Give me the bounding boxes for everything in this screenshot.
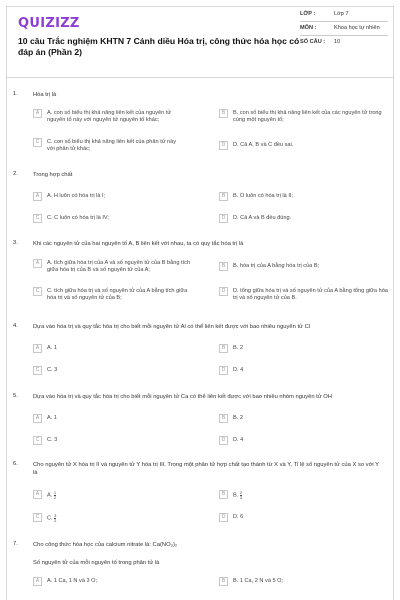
question-text: Trong hợp chất — [33, 172, 73, 178]
option-prefix: B. — [233, 492, 239, 499]
option-text: D. Cả A và B đều đúng. — [233, 215, 292, 221]
option-text: B. con số biểu thị khả năng liên kết của các nguyên tử trong cùng một nguyên tố; — [233, 110, 382, 123]
option-letter: A — [33, 109, 42, 118]
option-letter: B — [219, 192, 228, 201]
question-number: 3. — [13, 240, 18, 246]
option-text: A. con số biểu thị khả năng liên kết của nguyên tử nguyên tố này với nguyên tử nguyên tố khác; — [47, 110, 172, 123]
question-number: 6. — [13, 461, 18, 467]
option-text: A. 1 — [47, 415, 57, 421]
option-letter: B — [219, 414, 228, 423]
option-d[interactable] — [219, 142, 389, 150]
option-b[interactable] — [219, 193, 389, 201]
meta-panel — [300, 8, 388, 49]
question-number: 1. — [13, 91, 18, 97]
option-text: A. tích giữa hóa trị của A và số nguyên tử của B bằng tích giữa hóa trị của B và số nguyên tử của A; — [47, 260, 191, 273]
option-text: B. 2 — [233, 415, 243, 421]
question-text: Khi các nguyên tử của hai nguyên tố A, B liên kết với nhau, ta có quy tắc hóa trị là — [33, 241, 244, 247]
option-c[interactable] — [33, 367, 183, 375]
denominator: 2 — [54, 517, 57, 523]
option-text: A. 1 — [47, 345, 57, 351]
meta-key: LỚP : — [300, 11, 316, 17]
option-letter: C — [33, 436, 42, 445]
question-number: 4. — [13, 323, 18, 329]
option-d[interactable] — [219, 288, 389, 302]
question-subtext: Số nguyên tử của mỗi nguyên tố trong phân tử là — [33, 560, 160, 566]
option-text: B. 1 Ca, 2 N và 5 O; — [233, 578, 284, 584]
option-letter: B — [219, 344, 228, 353]
option-text — [47, 514, 56, 522]
option-text: C. C luôn có hóa trị là IV; — [47, 215, 109, 221]
option-letter: C — [33, 214, 42, 223]
option-text — [233, 491, 242, 499]
option-text: D. tổng giữa hóa trị và số nguyên tử của A bằng tổng giữa hóa trị và số nguyên tử của B. — [233, 288, 388, 301]
option-text: B. 2 — [233, 345, 243, 351]
option-letter: D — [219, 366, 228, 375]
numerator: 2 — [239, 490, 243, 495]
meta-row-count — [300, 36, 388, 49]
option-letter: B — [219, 577, 228, 586]
option-letter: C — [33, 513, 42, 522]
option-letter: B — [219, 490, 228, 499]
option-text: A. H luôn có hóa trị là I; — [47, 193, 106, 199]
option-a[interactable] — [33, 491, 183, 499]
option-letter: D — [219, 141, 228, 150]
option-letter: A — [33, 414, 42, 423]
question-text: Dựa vào hóa trị và quy tắc hóa trị cho biết mỗi nguyên tử Ca có thể liên kết được với bao nhiêu nhóm nguyên tử OH — [33, 394, 332, 400]
denominator: 2 — [53, 494, 57, 500]
meta-value: 10 — [334, 39, 341, 45]
option-a[interactable] — [33, 578, 183, 586]
option-a[interactable] — [33, 260, 193, 274]
option-letter: B — [219, 262, 228, 271]
option-d[interactable] — [219, 215, 389, 223]
option-letter: B — [219, 109, 228, 118]
meta-value: Khoa học tự nhiên — [334, 25, 380, 31]
option-d[interactable] — [219, 367, 389, 375]
option-letter: A — [33, 344, 42, 353]
question-number: 7. — [13, 541, 18, 547]
option-text — [47, 491, 56, 499]
option-letter: A — [33, 259, 42, 268]
option-b[interactable] — [219, 578, 389, 586]
option-text: D. 4 — [233, 367, 244, 373]
option-text: C. 3 — [47, 367, 58, 373]
quizizz-logo[interactable]: QUIZIZZ — [18, 16, 80, 31]
option-b[interactable] — [219, 415, 389, 423]
option-text: C. tích giữa hóa trị và số nguyên tử của A bằng tích giữa hóa trị và số nguyên tử của B; — [47, 288, 188, 301]
question-number: 2. — [13, 171, 18, 177]
option-text: B. hóa trị của A bằng hóa trị của B; — [233, 263, 320, 269]
meta-row-subject — [300, 22, 388, 36]
question-text: Hóa trị là — [33, 92, 57, 98]
option-b[interactable] — [219, 263, 389, 271]
option-letter: D — [219, 436, 228, 445]
option-text: D. Cả A, B và C đều sai. — [233, 142, 294, 148]
option-text: C. 3 — [47, 437, 58, 443]
option-letter: A — [33, 490, 42, 499]
option-letter: D — [219, 214, 228, 223]
question-text: Cho công thức hóa học của calcium nitrate là: Ca(NO₃)₂ — [33, 542, 178, 548]
option-d[interactable] — [219, 514, 389, 522]
header-divider — [6, 77, 394, 78]
option-letter: D — [219, 287, 228, 296]
option-text: D. 4 — [233, 437, 244, 443]
denominator: 3 — [239, 494, 243, 500]
option-a[interactable] — [33, 193, 183, 201]
option-c[interactable] — [33, 288, 193, 302]
option-c[interactable] — [33, 139, 183, 153]
option-letter: C — [33, 138, 42, 147]
option-text: D. 6 — [233, 514, 244, 520]
option-text: A. 1 Ca, 1 N và 3 O; — [47, 578, 98, 584]
numerator: 1 — [53, 490, 57, 495]
fraction — [240, 491, 242, 499]
fraction — [54, 491, 56, 499]
option-c[interactable] — [33, 514, 183, 522]
option-letter: D — [219, 513, 228, 522]
meta-row-class — [300, 8, 388, 22]
option-prefix: C. — [47, 515, 53, 522]
option-b[interactable] — [219, 110, 389, 124]
option-letter: A — [33, 577, 42, 586]
numerator: 3 — [54, 513, 57, 518]
option-d[interactable] — [219, 437, 389, 445]
option-b[interactable] — [219, 491, 389, 499]
option-a[interactable] — [33, 110, 183, 124]
option-a[interactable] — [33, 415, 183, 423]
meta-key: SỐ CÂU : — [300, 39, 326, 45]
question-number: 5. — [13, 393, 18, 399]
option-letter: A — [33, 192, 42, 201]
option-text: B. O luôn có hóa trị là II; — [233, 193, 294, 199]
page-title: 10 câu Trắc nghiệm KHTN 7 Cánh diều Hóa trị, công thức hóa học có đáp án (Phần 2) — [18, 36, 300, 57]
question-text: Dựa vào hóa trị và quy tắc hóa trị cho biết mỗi nguyên tử Al có thể liên kết được với bao nhiêu nguyên tử Cl — [33, 324, 311, 330]
option-c[interactable] — [33, 437, 183, 445]
option-text: C. con số biểu thị khả năng liên kết của phân tử này với phân tử khác; — [47, 139, 177, 152]
option-letter: C — [33, 287, 42, 296]
option-letter: C — [33, 366, 42, 375]
option-prefix: A. — [47, 492, 53, 499]
option-b[interactable] — [219, 345, 389, 353]
meta-value: Lớp 7 — [334, 11, 349, 17]
option-a[interactable] — [33, 345, 183, 353]
fraction — [54, 514, 56, 522]
meta-key: MÔN : — [300, 25, 317, 31]
option-c[interactable] — [33, 215, 183, 223]
question-text: Cho nguyên tử X hóa trị II và nguyên tử Y hóa trị III. Trong một phân tử hợp chất tạo thành từ X và Y, Tỉ lệ số nguyên tử của X so với Y là — [33, 462, 379, 476]
